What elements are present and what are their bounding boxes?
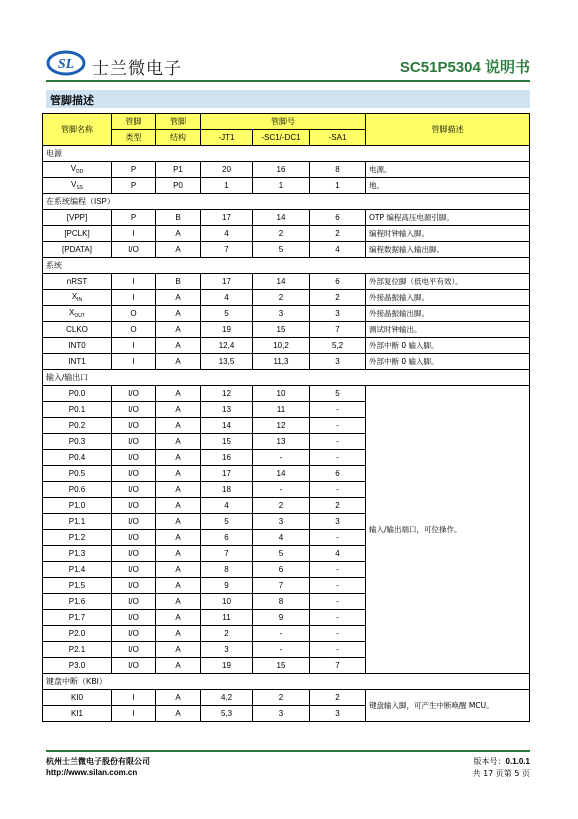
pin-no-sc1: 2: [253, 226, 310, 242]
pin-no-jt1: 16: [201, 450, 253, 466]
pin-type: I/O: [112, 514, 156, 530]
pin-no-sa1: -: [310, 562, 366, 578]
pin-type: I/O: [112, 498, 156, 514]
pin-no-sa1: 3: [310, 354, 366, 370]
group-label: 在系统编程（ISP）: [43, 194, 530, 210]
pin-no-sa1: -: [310, 594, 366, 610]
pin-name: [43, 354, 112, 370]
pin-type: I/O: [112, 578, 156, 594]
pin-structure: A: [156, 386, 201, 402]
pin-no-sc1: 11,3: [253, 354, 310, 370]
pin-no-sc1: 10: [253, 386, 310, 402]
pin-no-sa1: 2: [310, 690, 366, 706]
pin-name-text: P1.4: [68, 565, 86, 574]
pin-structure: A: [156, 322, 201, 338]
pin-no-sc1: 5: [253, 546, 310, 562]
pin-structure: A: [156, 658, 201, 674]
pin-name: [43, 162, 112, 178]
pin-name: [43, 690, 112, 706]
group-label: 输入/输出口: [43, 370, 530, 386]
pin-no-sa1: -: [310, 482, 366, 498]
table-row: [43, 178, 530, 194]
pin-type: I/O: [112, 562, 156, 578]
table-header: [43, 114, 530, 146]
table-row: [43, 210, 530, 226]
pin-type: I: [112, 706, 156, 722]
pin-no-jt1: 6: [201, 530, 253, 546]
pin-type: P: [112, 178, 156, 194]
table-row: [43, 354, 530, 370]
pin-no-sa1: -: [310, 418, 366, 434]
pin-no-jt1: 7: [201, 242, 253, 258]
pin-structure: A: [156, 594, 201, 610]
pin-structure: A: [156, 418, 201, 434]
footer-version: [474, 756, 530, 767]
table-row: [43, 306, 530, 322]
pin-structure: A: [156, 482, 201, 498]
pin-name-text: P0.5: [68, 469, 86, 478]
table-row: [43, 274, 530, 290]
pin-description: 外部中断 0 输入脚。: [366, 338, 530, 354]
pin-no-jt1: 5: [201, 514, 253, 530]
pin-name-text: P0.6: [68, 485, 86, 494]
pin-no-sa1: -: [310, 402, 366, 418]
col-header-pkg-sa1: -SA1: [310, 130, 366, 146]
pin-type: I/O: [112, 418, 156, 434]
pin-no-sa1: 3: [310, 514, 366, 530]
pin-name-text: CLKO: [66, 325, 88, 334]
pin-no-sa1: 3: [310, 306, 366, 322]
pin-name: [43, 658, 112, 674]
pin-no-jt1: 13: [201, 402, 253, 418]
pin-name: [43, 594, 112, 610]
pin-no-sc1: 2: [253, 498, 310, 514]
pin-name-text: V: [70, 164, 77, 173]
pin-type: I/O: [112, 402, 156, 418]
pin-type: I/O: [112, 610, 156, 626]
footer-company: 杭州士兰微电子股份有限公司: [46, 757, 150, 766]
pin-name: [43, 226, 112, 242]
company-name: 士兰微电子: [92, 59, 182, 79]
pin-no-sc1: -: [253, 482, 310, 498]
group-row: [43, 258, 530, 274]
pin-no-jt1: 5: [201, 306, 253, 322]
pin-structure: P0: [156, 178, 201, 194]
pin-no-jt1: 19: [201, 658, 253, 674]
pin-no-sc1: 3: [253, 514, 310, 530]
pin-no-sc1: 9: [253, 610, 310, 626]
pin-no-jt1: 5,3: [201, 706, 253, 722]
pin-no-sc1: 14: [253, 210, 310, 226]
pin-name-text: P1.0: [68, 501, 86, 510]
pin-name-text: P0.4: [68, 453, 86, 462]
pin-no-sc1: 12: [253, 418, 310, 434]
pin-no-jt1: 4,2: [201, 690, 253, 706]
pin-type: I/O: [112, 466, 156, 482]
pin-no-sc1: 13: [253, 434, 310, 450]
pin-no-sc1: 3: [253, 306, 310, 322]
pin-name-text: X: [69, 308, 75, 317]
pin-no-sa1: 4: [310, 242, 366, 258]
pin-structure: A: [156, 610, 201, 626]
table-body: [43, 146, 530, 722]
pin-no-sa1: -: [310, 434, 366, 450]
silan-logo-icon: [46, 50, 86, 76]
pin-no-jt1: 12,4: [201, 338, 253, 354]
pin-description: 测试时钟输出。: [366, 322, 530, 338]
pin-name: [43, 626, 112, 642]
pin-description: 外接晶振输入脚。: [366, 290, 530, 306]
pin-type: I/O: [112, 642, 156, 658]
pin-no-sc1: 1: [253, 178, 310, 194]
pin-description: 外接晶振输出脚。: [366, 306, 530, 322]
pin-type: P: [112, 210, 156, 226]
pin-name: [43, 322, 112, 338]
pin-structure: A: [156, 530, 201, 546]
pin-no-sc1: 10,2: [253, 338, 310, 354]
pin-no-sc1: 7: [253, 578, 310, 594]
pin-name-subscript: IN: [77, 297, 83, 303]
pin-no-sc1: -: [253, 626, 310, 642]
group-row: [43, 370, 530, 386]
table-row: [43, 162, 530, 178]
pin-name: [43, 450, 112, 466]
pin-structure: A: [156, 626, 201, 642]
pin-type: I: [112, 354, 156, 370]
pin-name: [43, 706, 112, 722]
pin-name-text: [PDATA]: [62, 245, 92, 254]
pin-description: 电源。: [366, 162, 530, 178]
pin-no-sa1: 5: [310, 386, 366, 402]
pin-name: [43, 274, 112, 290]
pin-type: I: [112, 290, 156, 306]
pin-no-sa1: -: [310, 626, 366, 642]
pin-no-sa1: 5,2: [310, 338, 366, 354]
pin-name: [43, 530, 112, 546]
pin-type: I/O: [112, 450, 156, 466]
pin-name-text: nRST: [66, 277, 88, 286]
section-title: 管脚描述: [50, 94, 94, 107]
version-number: 0.1.0.1: [505, 757, 530, 766]
pin-structure: A: [156, 498, 201, 514]
header-divider: [46, 80, 530, 82]
pin-no-jt1: 10: [201, 594, 253, 610]
pin-name: [43, 178, 112, 194]
pin-no-sa1: 1: [310, 178, 366, 194]
group-row: [43, 194, 530, 210]
pin-name: [43, 338, 112, 354]
pin-no-jt1: 17: [201, 274, 253, 290]
pin-name-text: P0.3: [68, 437, 86, 446]
pin-name-text: P1.6: [68, 597, 86, 606]
pin-name: [43, 402, 112, 418]
pin-name-text: [VPP]: [66, 213, 88, 222]
pin-structure: B: [156, 274, 201, 290]
group-label: 电源: [43, 146, 530, 162]
pin-no-jt1: 18: [201, 482, 253, 498]
pin-name: [43, 434, 112, 450]
pin-name: [43, 514, 112, 530]
pin-no-sc1: 14: [253, 274, 310, 290]
pin-no-jt1: 20: [201, 162, 253, 178]
pin-no-jt1: 3: [201, 642, 253, 658]
pin-structure: A: [156, 690, 201, 706]
table-row: [43, 242, 530, 258]
col-header-pin-number: 管脚号: [201, 114, 366, 130]
pin-no-jt1: 7: [201, 546, 253, 562]
pin-name-subscript: DD: [76, 169, 84, 175]
table-row: [43, 690, 530, 706]
col-header-type-bottom: 类型: [112, 130, 156, 146]
table-row: [43, 226, 530, 242]
pin-no-jt1: 17: [201, 210, 253, 226]
pin-description-table: [42, 113, 530, 722]
col-header-struct-bottom: 结构: [156, 130, 201, 146]
pin-name-text: P1.3: [68, 549, 86, 558]
pin-structure: P1: [156, 162, 201, 178]
pin-name-text: INT1: [68, 357, 86, 366]
pin-type: I/O: [112, 658, 156, 674]
pin-name-text: P0.2: [68, 421, 86, 430]
pin-name-text: P2.0: [68, 629, 86, 638]
col-header-struct-top: 管脚: [156, 114, 201, 130]
pin-no-sa1: 2: [310, 290, 366, 306]
pin-structure: A: [156, 706, 201, 722]
pin-structure: A: [156, 290, 201, 306]
pin-type: P: [112, 162, 156, 178]
pin-type: I/O: [112, 546, 156, 562]
col-header-description: 管脚描述: [366, 114, 530, 146]
col-header-pkg-sc1: -SC1/-DC1: [253, 130, 310, 146]
pin-structure: A: [156, 306, 201, 322]
pin-name-text: KI1: [70, 709, 83, 718]
pin-name-subscript: SS: [76, 185, 83, 191]
pin-no-jt1: 1: [201, 178, 253, 194]
pin-no-sa1: 8: [310, 162, 366, 178]
pin-no-sc1: 16: [253, 162, 310, 178]
pin-no-jt1: 4: [201, 290, 253, 306]
pin-name-text: V: [70, 180, 77, 189]
pin-structure: A: [156, 642, 201, 658]
pin-structure: A: [156, 546, 201, 562]
pin-no-jt1: 8: [201, 562, 253, 578]
pin-no-sa1: 2: [310, 226, 366, 242]
page-header: [46, 50, 530, 78]
pin-type: I: [112, 690, 156, 706]
pin-name: [43, 578, 112, 594]
pin-no-sa1: -: [310, 578, 366, 594]
col-header-pkg-jt1: -JT1: [201, 130, 253, 146]
pin-structure: A: [156, 354, 201, 370]
pin-name: [43, 466, 112, 482]
col-header-name: 管脚名称: [43, 114, 112, 146]
pin-no-jt1: 4: [201, 498, 253, 514]
pin-name-text: P1.7: [68, 613, 86, 622]
pin-name: [43, 562, 112, 578]
pin-type: I: [112, 338, 156, 354]
pin-no-sc1: 14: [253, 466, 310, 482]
pin-structure: A: [156, 338, 201, 354]
pin-type: I/O: [112, 626, 156, 642]
col-header-type-top: 管脚: [112, 114, 156, 130]
pin-type: O: [112, 306, 156, 322]
pin-no-sa1: 2: [310, 498, 366, 514]
group-row: [43, 146, 530, 162]
logo-text: SL: [57, 57, 75, 72]
pin-no-sa1: 7: [310, 658, 366, 674]
pin-structure: A: [156, 402, 201, 418]
table-row: [43, 290, 530, 306]
pin-no-sa1: 7: [310, 322, 366, 338]
pin-name: [43, 418, 112, 434]
pin-type: I/O: [112, 594, 156, 610]
pin-description: 编程时钟输入脚。: [366, 226, 530, 242]
pin-no-sa1: -: [310, 642, 366, 658]
pin-type: I/O: [112, 482, 156, 498]
pin-no-sa1: -: [310, 530, 366, 546]
document-title: SC51P5304 说明书: [399, 59, 530, 76]
pin-name: [43, 546, 112, 562]
pin-no-jt1: 12: [201, 386, 253, 402]
pin-no-jt1: 13,5: [201, 354, 253, 370]
pin-no-sa1: -: [310, 450, 366, 466]
section-heading-bar: [46, 90, 530, 108]
pin-structure: B: [156, 210, 201, 226]
pin-no-jt1: 9: [201, 578, 253, 594]
pin-structure: A: [156, 514, 201, 530]
pin-no-sc1: 2: [253, 690, 310, 706]
pin-description: OTP 编程高压电源引脚。: [366, 210, 530, 226]
pin-no-sc1: -: [253, 642, 310, 658]
table-row: [43, 322, 530, 338]
pin-description: 输入/输出端口，可位操作。: [366, 386, 530, 674]
pin-name-subscript: OUT: [74, 313, 85, 319]
table-row: [43, 386, 530, 402]
pin-description: 键盘输入脚，可产生中断唤醒 MCU。: [366, 690, 530, 722]
version-label: 版本号：: [473, 757, 506, 766]
pin-name: [43, 242, 112, 258]
pin-name: [43, 482, 112, 498]
pin-no-sc1: -: [253, 450, 310, 466]
pin-type: O: [112, 322, 156, 338]
pin-structure: A: [156, 226, 201, 242]
pin-no-sc1: 11: [253, 402, 310, 418]
pin-description: 编程数据输入输出脚。: [366, 242, 530, 258]
pin-no-jt1: 17: [201, 466, 253, 482]
pin-no-sc1: 4: [253, 530, 310, 546]
pin-name-text: P0.1: [68, 405, 86, 414]
pin-name: [43, 386, 112, 402]
pin-name-text: P2.1: [68, 645, 86, 654]
group-label: 键盘中断（KBI）: [43, 674, 530, 690]
pin-name-text: KI0: [70, 693, 83, 702]
table-row: [43, 338, 530, 354]
pin-no-sc1: 3: [253, 706, 310, 722]
pin-no-sa1: 6: [310, 274, 366, 290]
pin-name: [43, 610, 112, 626]
pin-no-sa1: 6: [310, 210, 366, 226]
footer-divider: [46, 750, 530, 752]
pin-name: [43, 210, 112, 226]
pin-name-text: X: [71, 292, 78, 301]
pin-name: [43, 642, 112, 658]
pin-type: I/O: [112, 530, 156, 546]
pin-structure: A: [156, 434, 201, 450]
pin-name: [43, 498, 112, 514]
pin-no-jt1: 14: [201, 418, 253, 434]
pin-no-sa1: 6: [310, 466, 366, 482]
pin-no-sa1: 4: [310, 546, 366, 562]
pin-no-jt1: 2: [201, 626, 253, 642]
pin-no-sc1: 15: [253, 322, 310, 338]
pin-type: I/O: [112, 386, 156, 402]
pin-type: I/O: [112, 434, 156, 450]
pin-name: [43, 306, 112, 322]
pin-no-jt1: 15: [201, 434, 253, 450]
pin-name-text: P0.0: [68, 389, 86, 398]
footer-page-number: 共 17 页第 5 页: [472, 769, 530, 778]
pin-no-jt1: 19: [201, 322, 253, 338]
pin-description: 外部复位脚（低电平有效）。: [366, 274, 530, 290]
pin-no-sc1: 5: [253, 242, 310, 258]
pin-no-jt1: 4: [201, 226, 253, 242]
pin-no-sc1: 6: [253, 562, 310, 578]
pin-name-text: INT0: [68, 341, 86, 350]
pin-structure: A: [156, 242, 201, 258]
footer-url: http://www.silan.com.cn: [46, 768, 138, 777]
group-row: [43, 674, 530, 690]
pin-name-text: P1.1: [68, 517, 86, 526]
pin-name: [43, 290, 112, 306]
pin-type: I: [112, 226, 156, 242]
pin-name-text: P3.0: [68, 661, 86, 670]
pin-no-jt1: 11: [201, 610, 253, 626]
pin-no-sc1: 15: [253, 658, 310, 674]
pin-structure: A: [156, 450, 201, 466]
pin-structure: A: [156, 562, 201, 578]
pin-no-sc1: 2: [253, 290, 310, 306]
pin-no-sa1: -: [310, 610, 366, 626]
pin-structure: A: [156, 578, 201, 594]
pin-structure: A: [156, 466, 201, 482]
pin-name-text: [PCLK]: [64, 229, 90, 238]
group-label: 系统: [43, 258, 530, 274]
pin-type: I/O: [112, 242, 156, 258]
pin-description: 地。: [366, 178, 530, 194]
pin-no-sc1: 8: [253, 594, 310, 610]
pin-name-text: P1.2: [68, 533, 86, 542]
pin-description: 外部中断 0 输入脚。: [366, 354, 530, 370]
pin-no-sa1: 3: [310, 706, 366, 722]
pin-type: I: [112, 274, 156, 290]
pin-name-text: P1.5: [68, 581, 86, 590]
